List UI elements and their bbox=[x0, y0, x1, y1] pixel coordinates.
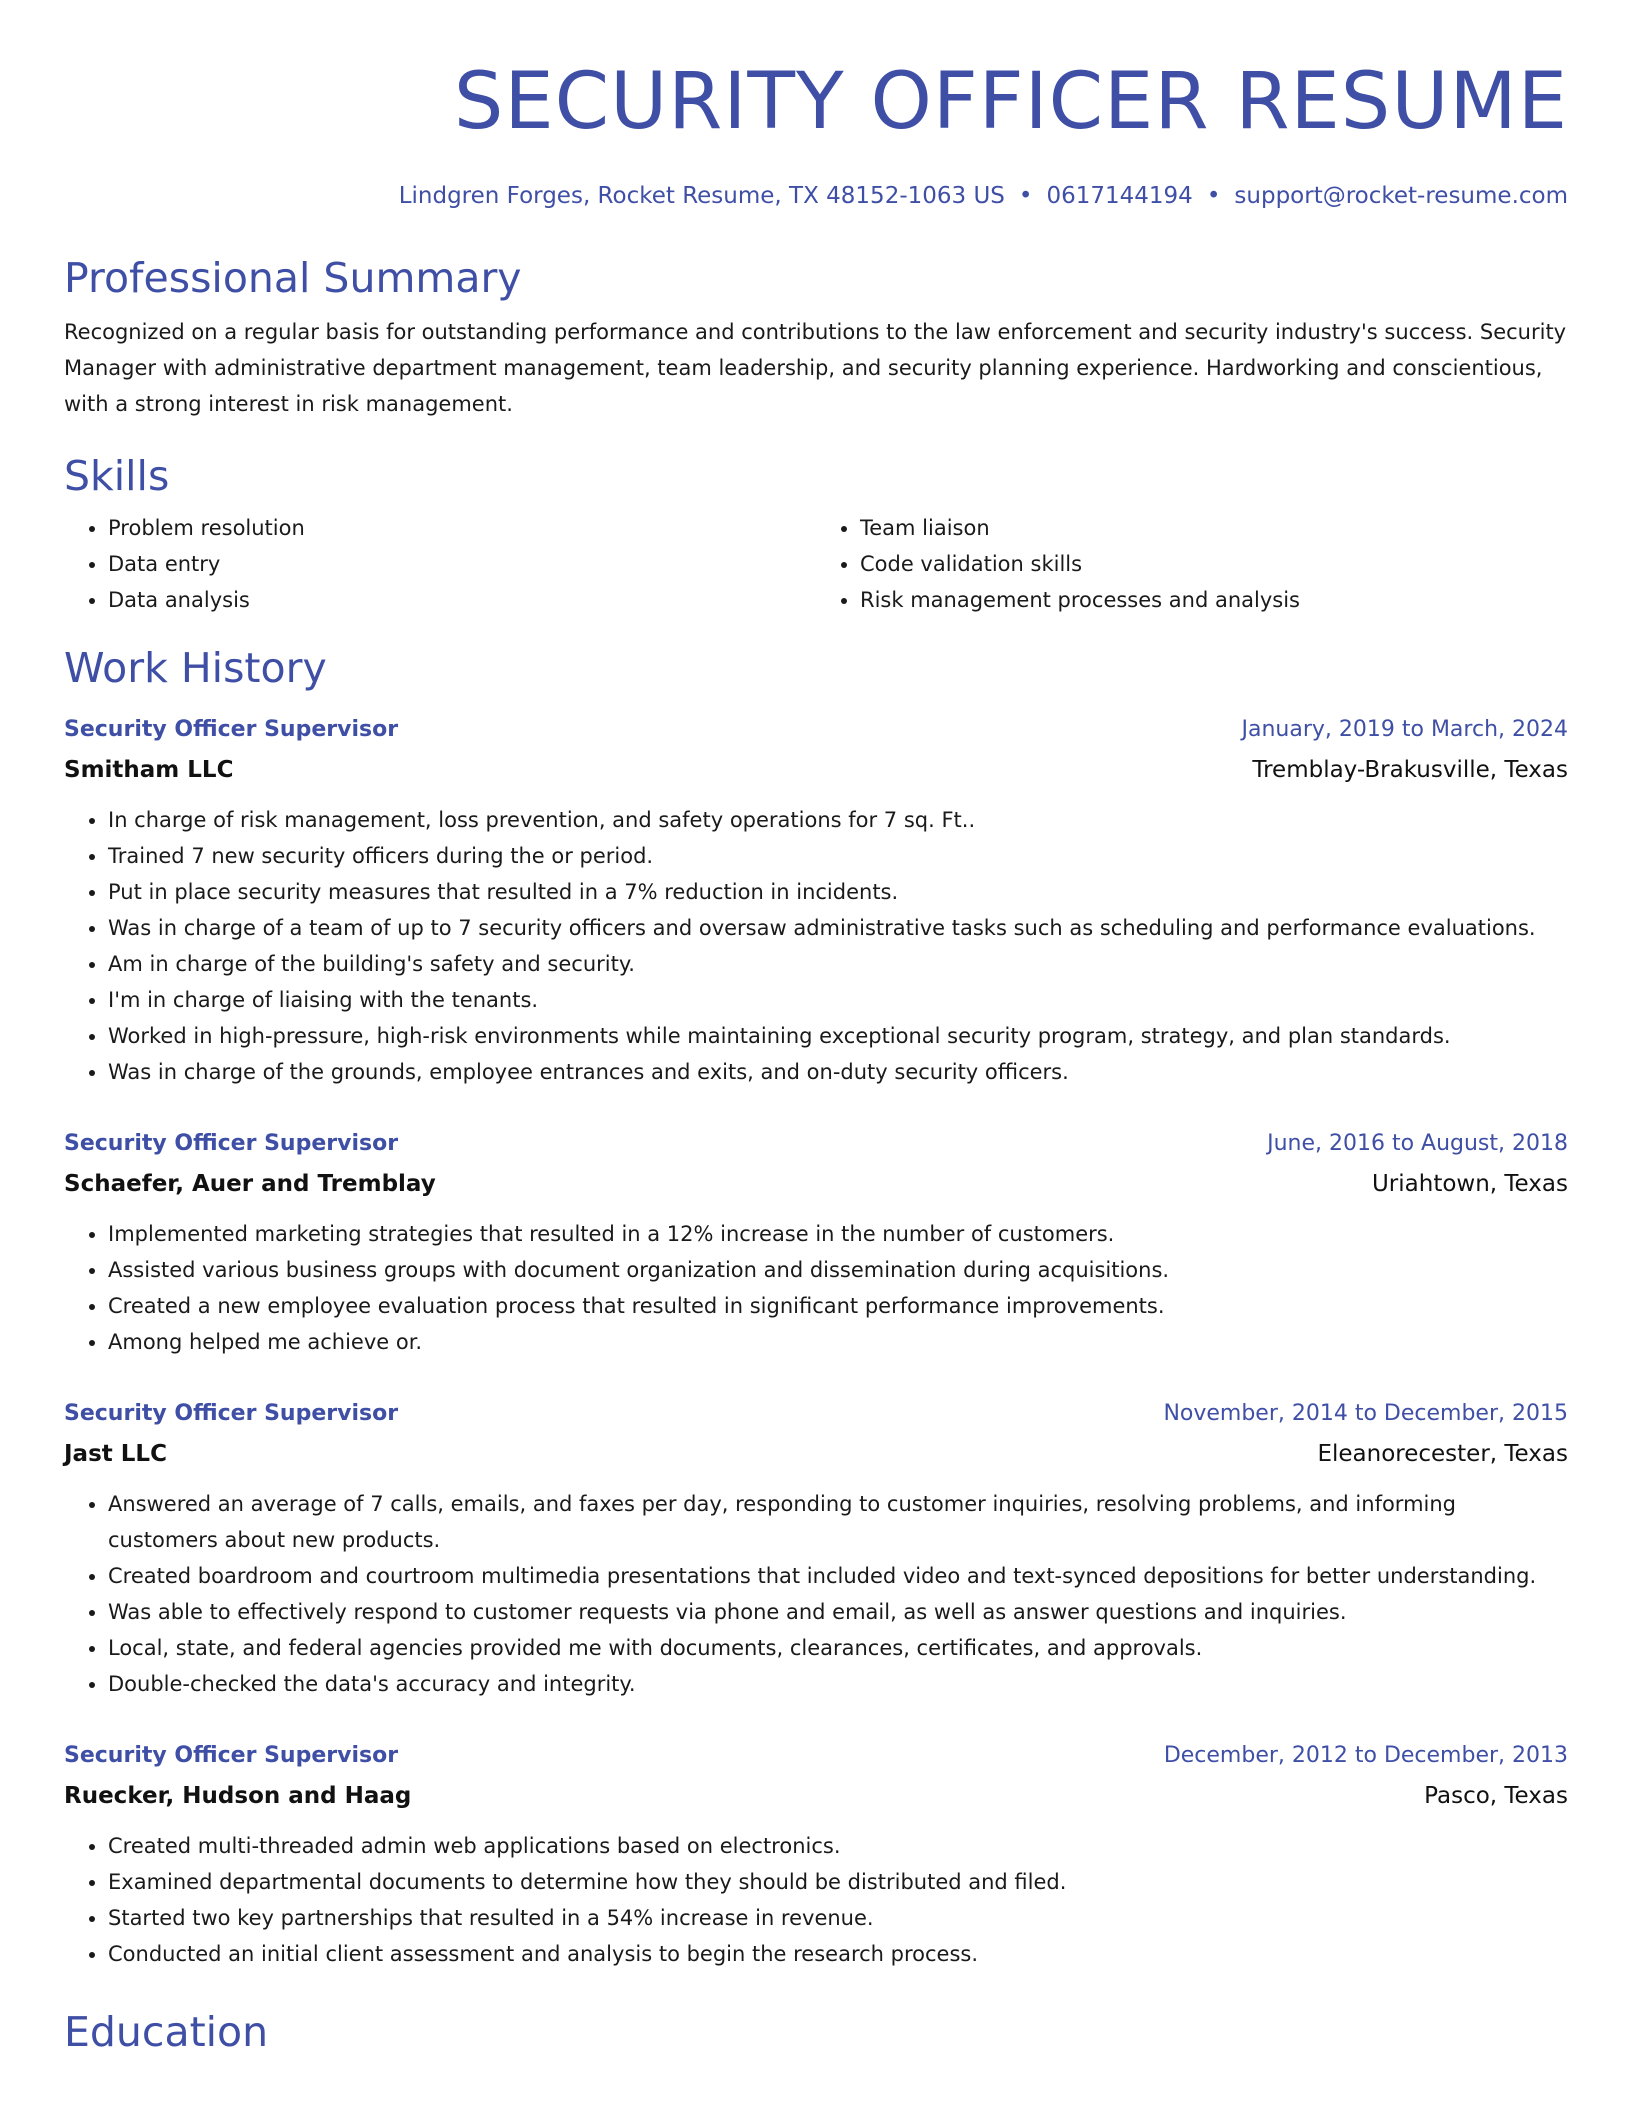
resume-title: SECURITY OFFICER RESUME bbox=[453, 57, 1568, 147]
job-company: Schaefer, Auer and Tremblay bbox=[64, 1171, 436, 1197]
professional-summary-section bbox=[64, 254, 1568, 422]
resume-header bbox=[64, 0, 1568, 210]
job-title: Security Officer Supervisor bbox=[64, 717, 399, 742]
duty-item: • Trained 7 new security officers during the or period. bbox=[108, 838, 1568, 874]
job-entry bbox=[64, 1742, 1568, 1972]
job-header-row bbox=[64, 1130, 1568, 1158]
duty-item: • Am in charge of the building's safety and security. bbox=[108, 946, 1568, 982]
duty-item: • Answered an average of 7 calls, emails, and faxes per day, responding to customer inquiries, resolving problems, and informing customers about new products. bbox=[108, 1486, 1568, 1558]
skill-item: • Data entry bbox=[108, 546, 816, 582]
skills-section bbox=[64, 452, 1568, 618]
job-title: Security Officer Supervisor bbox=[64, 1401, 399, 1426]
job-header-row bbox=[64, 1400, 1568, 1428]
duty-item: • Assisted various business groups with document organization and dissemination during acquisitions. bbox=[108, 1252, 1568, 1288]
job-entry bbox=[64, 1400, 1568, 1702]
contact-line bbox=[64, 182, 1568, 210]
work-history-section bbox=[64, 644, 1568, 1972]
duty-item: • Among helped me achieve or. bbox=[108, 1324, 1568, 1360]
job-location: Tremblay-Brakusville, Texas bbox=[1252, 757, 1568, 783]
job-header-row bbox=[64, 1742, 1568, 1770]
duty-item: • Local, state, and federal agencies provided me with documents, clearances, certificates, and approvals. bbox=[108, 1630, 1568, 1666]
job-company-row bbox=[64, 1782, 1568, 1810]
duty-item: • Created boardroom and courtroom multimedia presentations that included video and text-synced depositions for better understanding. bbox=[108, 1558, 1568, 1594]
contact-separator: • bbox=[1018, 183, 1033, 209]
job-duties-list bbox=[64, 1216, 1568, 1360]
contact-email[interactable]: support@rocket-resume.com bbox=[1234, 183, 1568, 209]
summary-text: Recognized on a regular basis for outstanding performance and contributions to the law enforcement and security industry's success. Security Manager with administrative department management, team leadership, and security planning experience. Hardworking and conscientious, with a strong interest in risk management. bbox=[64, 320, 1567, 416]
duty-item: • Worked in high-pressure, high-risk environments while maintaining exceptional security program, strategy, and plan standards. bbox=[108, 1018, 1568, 1054]
job-company: Smitham LLC bbox=[64, 757, 234, 783]
job-location: Uriahtown, Texas bbox=[1371, 1171, 1568, 1197]
contact-separator: • bbox=[1206, 183, 1221, 209]
skill-item: • Risk management processes and analysis bbox=[860, 582, 1568, 618]
job-dates: January, 2019 to March, 2024 bbox=[1241, 717, 1568, 742]
job-duties-list bbox=[64, 1828, 1568, 1972]
duty-item: • Put in place security measures that resulted in a 7% reduction in incidents. bbox=[108, 874, 1568, 910]
duty-item: • Created a new employee evaluation process that resulted in significant performance improvements. bbox=[108, 1288, 1568, 1324]
skills-list-right bbox=[816, 510, 1568, 618]
job-company-row bbox=[64, 1170, 1568, 1198]
section-title-summary: Professional Summary bbox=[64, 254, 522, 302]
education-section bbox=[64, 2008, 1568, 2056]
duty-item: • Conducted an initial client assessment and analysis to begin the research process. bbox=[108, 1936, 1568, 1972]
job-entry bbox=[64, 716, 1568, 1090]
duty-item: • In charge of risk management, loss prevention, and safety operations for 7 sq. Ft.. bbox=[108, 802, 1568, 838]
skill-item: • Code validation skills bbox=[860, 546, 1568, 582]
job-dates: December, 2012 to December, 2013 bbox=[1163, 1743, 1568, 1768]
duty-item: • Created multi-threaded admin web applications based on electronics. bbox=[108, 1828, 1568, 1864]
contact-address: Lindgren Forges, Rocket Resume, TX 48152-1063 US bbox=[398, 183, 1005, 209]
duty-item: • Was in charge of a team of up to 7 security officers and oversaw administrative tasks such as scheduling and performance evaluations. bbox=[108, 910, 1568, 946]
job-location: Pasco, Texas bbox=[1424, 1783, 1568, 1809]
job-duties-list bbox=[64, 1486, 1568, 1702]
job-company-row bbox=[64, 1440, 1568, 1468]
skills-list-left bbox=[64, 510, 816, 618]
job-dates: June, 2016 to August, 2018 bbox=[1267, 1131, 1568, 1156]
duty-item: • Was in charge of the grounds, employee entrances and exits, and on-duty security officers. bbox=[108, 1054, 1568, 1090]
duty-item: • Examined departmental documents to determine how they should be distributed and filed. bbox=[108, 1864, 1568, 1900]
duty-item: • Started two key partnerships that resulted in a 54% increase in revenue. bbox=[108, 1900, 1568, 1936]
duty-item: • I'm in charge of liaising with the tenants. bbox=[108, 982, 1568, 1018]
job-duties-list bbox=[64, 802, 1568, 1090]
contact-phone: 0617144194 bbox=[1046, 183, 1193, 209]
duty-item: • Was able to effectively respond to customer requests via phone and email, as well as answer questions and inquiries. bbox=[108, 1594, 1568, 1630]
job-header-row bbox=[64, 716, 1568, 744]
job-entry bbox=[64, 1130, 1568, 1360]
job-title: Security Officer Supervisor bbox=[64, 1131, 399, 1156]
duty-item: • Double-checked the data's accuracy and integrity. bbox=[108, 1666, 1568, 1702]
skills-columns bbox=[64, 510, 1568, 618]
section-title-skills: Skills bbox=[64, 452, 170, 500]
job-company: Ruecker, Hudson and Haag bbox=[64, 1783, 412, 1809]
section-title-work-history: Work History bbox=[64, 644, 327, 692]
job-location: Eleanorecester, Texas bbox=[1317, 1441, 1568, 1467]
job-title: Security Officer Supervisor bbox=[64, 1743, 399, 1768]
skill-item: • Problem resolution bbox=[108, 510, 816, 546]
duty-item: • Implemented marketing strategies that resulted in a 12% increase in the number of customers. bbox=[108, 1216, 1568, 1252]
job-dates: November, 2014 to December, 2015 bbox=[1163, 1401, 1568, 1426]
section-title-education: Education bbox=[64, 2008, 269, 2056]
skill-item: • Data analysis bbox=[108, 582, 816, 618]
job-company-row bbox=[64, 756, 1568, 784]
skill-item: • Team liaison bbox=[860, 510, 1568, 546]
job-company: Jast LLC bbox=[64, 1441, 167, 1467]
